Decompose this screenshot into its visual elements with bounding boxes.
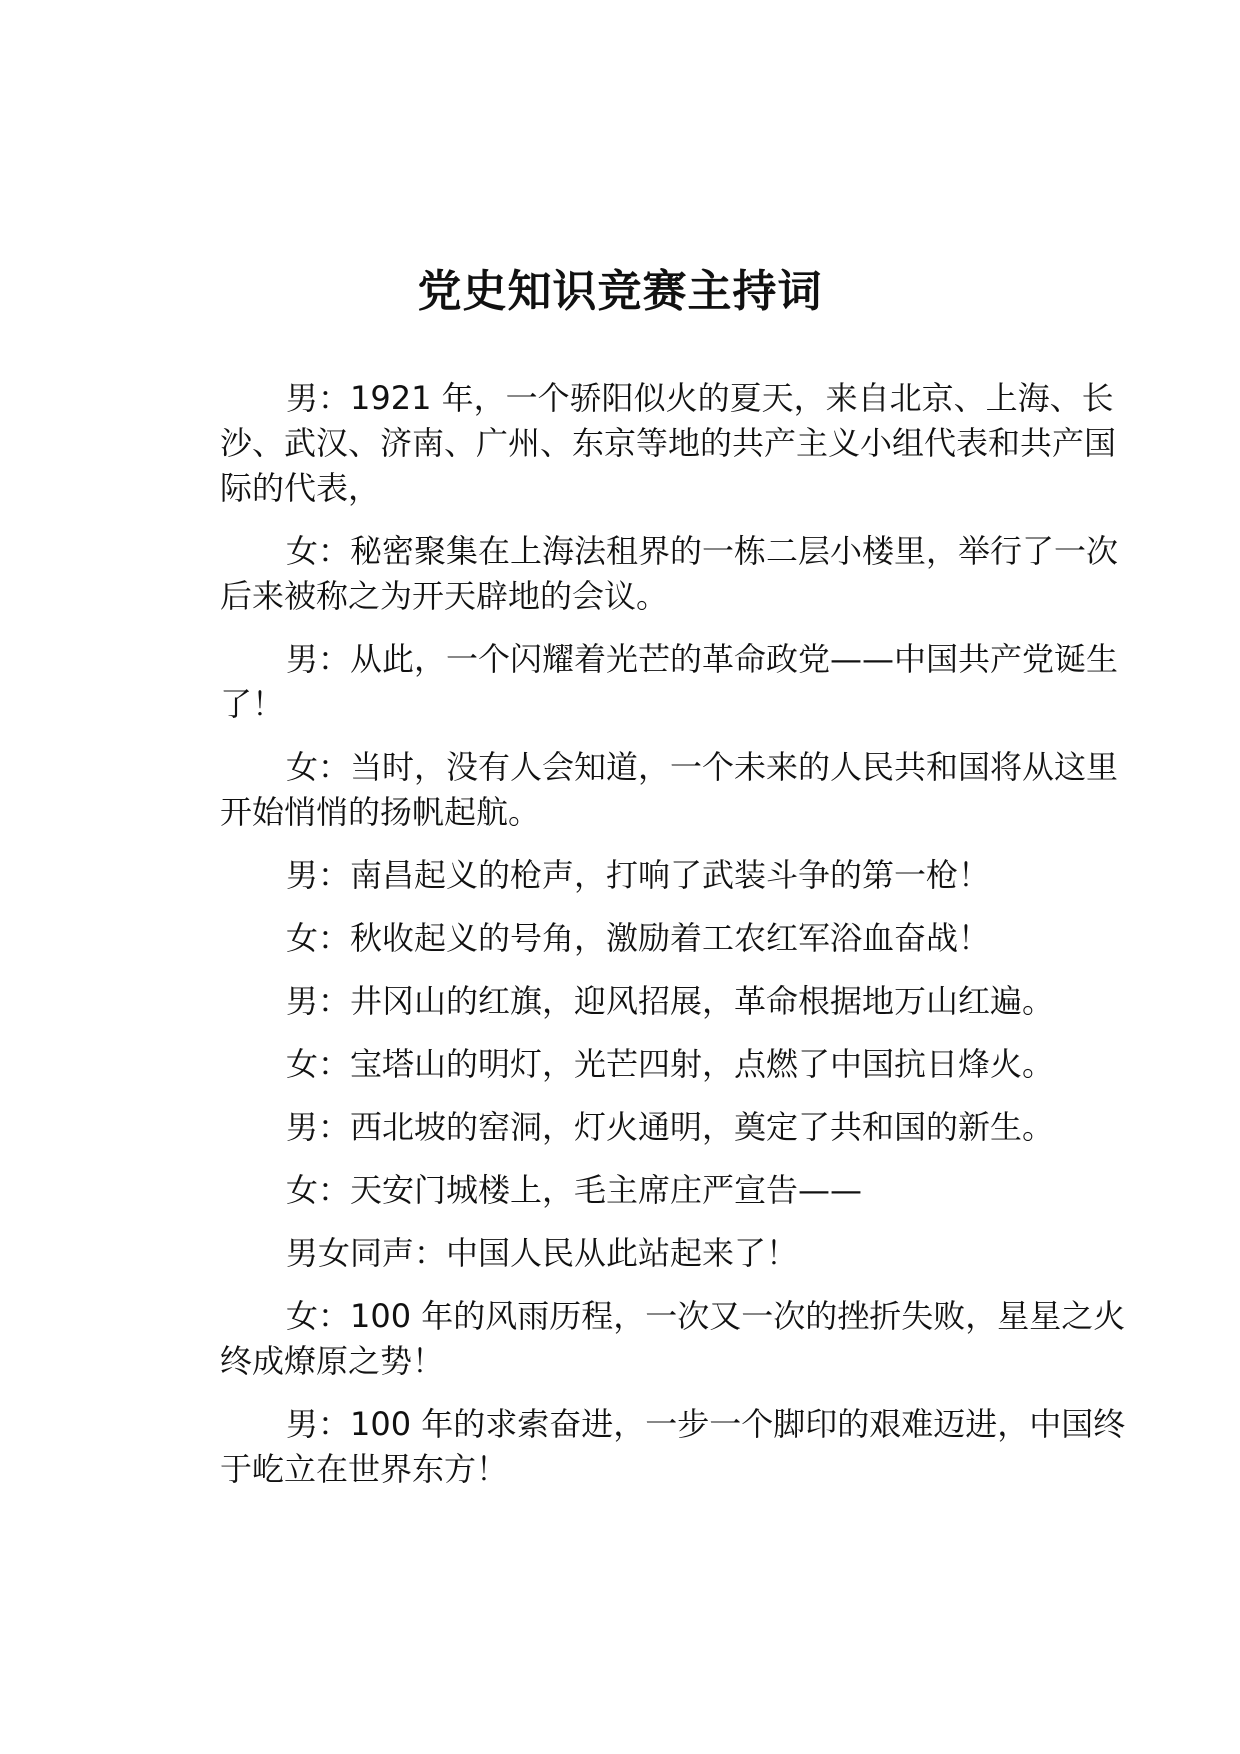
- paragraph: 男：从此，一个闪耀着光芒的革命政党——中国共产党诞生了！: [220, 640, 1119, 723]
- paragraph: 女：100 年的风雨历程，一次又一次的挫折失败，星星之火终成燎原之势！: [220, 1297, 1126, 1380]
- paragraph: 男：100 年的求索奋进，一步一个脚印的艰难迈进，中国终于屹立在世界东方！: [220, 1405, 1126, 1488]
- paragraph: 女：秋收起义的号角，激励着工农红军浴血奋战！: [286, 919, 991, 957]
- document-body: [220, 376, 1130, 1510]
- paragraph: 女：天安门城楼上，毛主席庄严宣告——: [286, 1171, 863, 1209]
- paragraph: 女：宝塔山的明灯，光芒四射，点燃了中国抗日烽火。: [286, 1045, 1055, 1083]
- paragraph: 女：秘密聚集在上海法租界的一栋二层小楼里，举行了一次后来被称之为开天辟地的会议。: [220, 532, 1119, 615]
- paragraph: 男：井冈山的红旗，迎风招展，革命根据地万山红遍。: [286, 982, 1055, 1020]
- paragraph: 男：西北坡的窑洞，灯火通明，奠定了共和国的新生。: [286, 1108, 1055, 1146]
- paragraph: 男：南昌起义的枪声，打响了武装斗争的第一枪！: [286, 856, 991, 894]
- paragraph: 男：1921 年，一个骄阳似火的夏天，来自北京、上海、长沙、武汉、济南、广州、东京等地的共产主义小组代表和共产国际的代表，: [220, 379, 1117, 507]
- paragraph: 女：当时，没有人会知道，一个未来的人民共和国将从这里开始悄悄的扬帆起航。: [220, 748, 1119, 831]
- document-title: 党史知识竞赛主持词: [417, 266, 823, 317]
- paragraph: 男女同声：中国人民从此站起来了！: [286, 1234, 799, 1272]
